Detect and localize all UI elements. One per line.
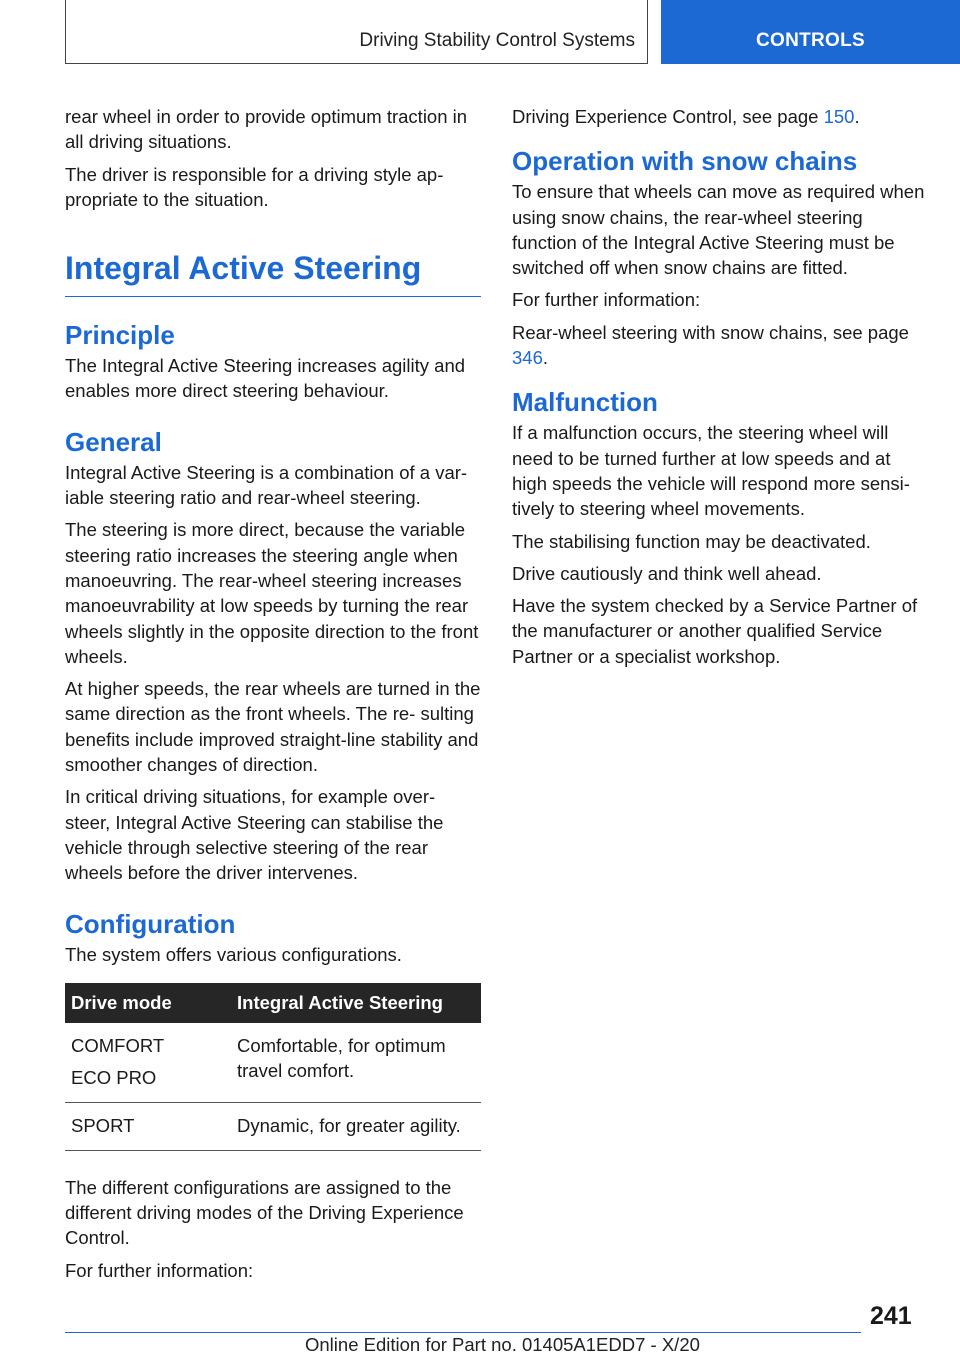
table-row <box>65 1102 481 1150</box>
snow-chains-paragraph-2: For further information: <box>512 289 701 311</box>
general-heading: General <box>65 426 162 457</box>
left-column <box>65 104 481 1290</box>
mode-eco-pro: ECO PRO <box>71 1066 157 1088</box>
header-chapter-label: CONTROLS <box>755 30 865 51</box>
table-cell-mode <box>65 1023 231 1103</box>
dec-reference-text: Driving Experience Control, see page <box>512 106 824 127</box>
principle-heading: Principle <box>65 320 175 351</box>
footer-edition: Online Edition for Part no. 01405A1EDD7 - X/20 <box>305 1334 700 1355</box>
header-section-box <box>65 0 648 64</box>
footer-divider <box>65 1332 861 1333</box>
table-header-row <box>65 983 481 1023</box>
snow-chains-reference <box>512 320 928 371</box>
malfunction-heading: Malfunction <box>512 387 658 418</box>
snow-chains-paragraph-1: To ensure that wheels can move as required when using snow chains, the rear-wheel steering function of the Integral Active Steering must be switched off when snow chains are fitted. <box>512 181 925 279</box>
dec-page-link[interactable]: 150 <box>823 106 855 127</box>
snow-reference-end: . <box>542 347 549 369</box>
general-paragraph-2: The steering is more direct, because the variable steering ratio increases the steering angle when manoeuvring. The rear-wheel steering increases manoeuvrability at low speeds by turning the rear wheels slightly in the opposite direction to the front wheels. <box>65 519 479 667</box>
malfunction-paragraph-1: If a malfunction occurs, the steering wheel will need to be turned further at low speeds and at high speeds the vehicle will respond more sensi‐ tively to steering wheel movements. <box>512 422 910 520</box>
configuration-paragraph-1: The system offers various configurations. <box>65 943 402 965</box>
general-paragraph-4: In critical driving situations, for example over‐ steer, Integral Active Steering can stabilise the vehicle through selective steering of the rear wheels before the driver intervenes. <box>65 786 444 884</box>
intro-paragraph-1: rear wheel in order to provide optimum traction in all driving situations. <box>65 106 468 153</box>
configuration-paragraph-2: The different configurations are assigned to the different driving modes of the Driving Experience Control. <box>65 1176 464 1249</box>
table-cell-description: Dynamic, for greater agility. <box>231 1102 481 1150</box>
dec-reference-end: . <box>854 106 860 127</box>
malfunction-paragraph-2: The stabilising function may be deactivated. <box>512 530 871 552</box>
page-number: 241 <box>870 1302 912 1330</box>
configuration-paragraph-3: For further information: <box>65 1259 254 1281</box>
table-header-drive-mode: Drive mode <box>65 983 231 1023</box>
configuration-heading: Configuration <box>65 908 236 939</box>
general-paragraph-1: Integral Active Steering is a combination of a var‐ iable steering ratio and rear-wheel steering. <box>65 461 468 509</box>
general-paragraph-3: At higher speeds, the rear wheels are turned in the same direction as the front wheels. The re‐ sulting benefits include improved straight-line stability and smoother changes of direction. <box>65 678 481 776</box>
configuration-table <box>65 983 481 1151</box>
intro-paragraph-2: The driver is responsible for a driving style ap‐ propriate to the situation. <box>65 163 444 210</box>
principle-paragraph: The Integral Active Steering increases agility and enables more direct steering behaviour. <box>65 355 466 402</box>
main-heading: Integral Active Steering <box>65 248 481 297</box>
mode-comfort: COMFORT <box>71 1034 165 1056</box>
table-header-steering: Integral Active Steering <box>231 983 481 1023</box>
right-column <box>512 104 928 676</box>
header-chapter-tab[interactable] <box>661 0 960 64</box>
snow-reference-text: Rear-wheel steering with snow chains, see page <box>512 321 909 343</box>
snow-chains-heading: Operation with snow chains <box>512 146 858 177</box>
table-cell-description: Comfortable, for optimum travel comfort. <box>231 1023 481 1103</box>
malfunction-paragraph-3: Drive cautiously and think well ahead. <box>512 562 822 584</box>
snow-page-link[interactable]: 346 <box>512 347 543 369</box>
malfunction-paragraph-4: Have the system checked by a Service Partner of the manufacturer or another qualified Service Partner or a specialist workshop. <box>512 595 918 667</box>
mode-sport: SPORT <box>65 1102 231 1150</box>
header-section-title: Driving Stability Control Systems <box>359 30 635 51</box>
dec-reference <box>512 104 928 129</box>
table-row <box>65 1023 481 1103</box>
